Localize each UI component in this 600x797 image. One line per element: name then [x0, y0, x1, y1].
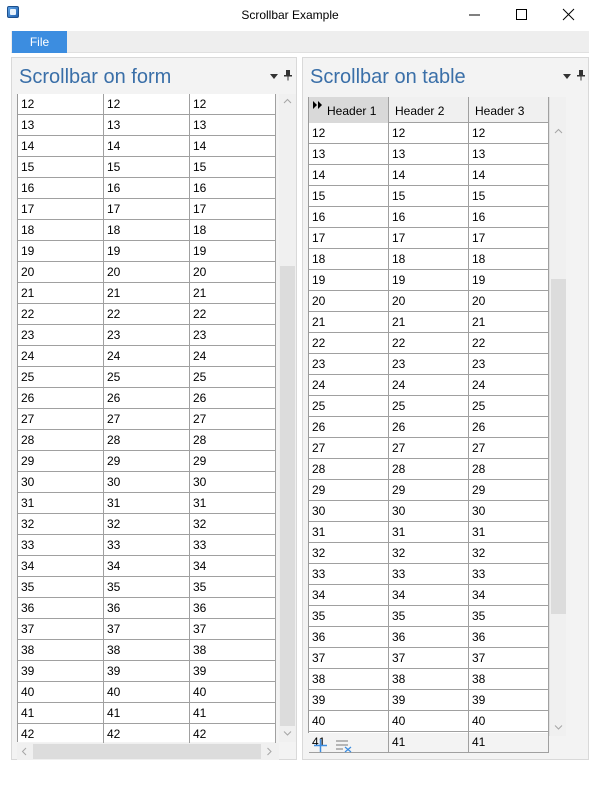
minimize-icon — [469, 9, 481, 21]
table-row[interactable] — [18, 577, 276, 598]
table-cell[interactable]: 28 — [104, 430, 190, 451]
scrollbar-thumb[interactable] — [280, 266, 295, 726]
table-cell[interactable]: 37 — [309, 648, 389, 669]
table-cell[interactable]: 22 — [190, 304, 276, 325]
table-cell[interactable]: 38 — [190, 640, 276, 661]
table-cell[interactable]: 17 — [309, 228, 389, 249]
table-cell[interactable]: 37 — [389, 648, 469, 669]
table-row[interactable] — [18, 493, 276, 514]
table-cell[interactable]: 21 — [104, 283, 190, 304]
table-cell[interactable]: 35 — [104, 577, 190, 598]
table-cell[interactable]: 25 — [190, 367, 276, 388]
table-cell[interactable]: 14 — [190, 136, 276, 157]
table-cell[interactable]: 19 — [18, 241, 104, 262]
form-grid-rows — [18, 94, 276, 745]
table-row[interactable] — [18, 535, 276, 556]
table-cell[interactable]: 33 — [469, 564, 549, 585]
table-cell[interactable]: 31 — [309, 522, 389, 543]
table-cell[interactable]: 41 — [104, 703, 190, 724]
table-cell[interactable]: 29 — [469, 480, 549, 501]
table-cell[interactable]: 14 — [18, 136, 104, 157]
table-cell[interactable]: 19 — [190, 241, 276, 262]
table-cell[interactable]: 18 — [309, 249, 389, 270]
pin-icon[interactable] — [284, 70, 292, 81]
column-header[interactable] — [309, 97, 389, 123]
scroll-down-icon[interactable] — [555, 725, 562, 730]
table-row[interactable] — [18, 619, 276, 640]
table-cell[interactable]: 32 — [18, 514, 104, 535]
window-title: Scrollbar Example — [241, 8, 339, 22]
table-cell[interactable]: 24 — [469, 375, 549, 396]
table-row[interactable] — [18, 136, 276, 157]
table-row[interactable] — [309, 627, 549, 648]
table-row[interactable] — [309, 291, 549, 312]
table-cell[interactable]: 28 — [309, 459, 389, 480]
table-cell[interactable]: 27 — [469, 438, 549, 459]
table-row[interactable] — [18, 661, 276, 682]
expand-all-icon[interactable] — [313, 101, 323, 109]
table-cell[interactable]: 27 — [190, 409, 276, 430]
table-cell[interactable]: 19 — [309, 270, 389, 291]
menu-bar — [11, 31, 589, 53]
table-cell[interactable]: 29 — [190, 451, 276, 472]
table-cell[interactable]: 16 — [389, 207, 469, 228]
table-cell[interactable]: 32 — [389, 543, 469, 564]
table-row[interactable] — [309, 270, 549, 291]
table-cell[interactable]: 15 — [309, 186, 389, 207]
table-cell[interactable]: 25 — [104, 367, 190, 388]
table-row[interactable] — [309, 396, 549, 417]
table-cell[interactable]: 18 — [190, 220, 276, 241]
table-cell[interactable]: 16 — [104, 178, 190, 199]
table-cell[interactable]: 23 — [469, 354, 549, 375]
table-cell[interactable]: 24 — [389, 375, 469, 396]
table-row[interactable] — [18, 682, 276, 703]
table-row[interactable] — [18, 304, 276, 325]
table-cell[interactable]: 34 — [469, 585, 549, 606]
table-cell[interactable]: 41 — [309, 732, 389, 753]
column-header-label: Header 3 — [475, 104, 525, 118]
table-cell[interactable]: 39 — [104, 661, 190, 682]
column-header[interactable] — [469, 97, 549, 123]
table-row[interactable] — [18, 556, 276, 577]
table-cell[interactable]: 32 — [104, 514, 190, 535]
table-cell[interactable]: 31 — [18, 493, 104, 514]
clear-list-icon[interactable] — [336, 739, 352, 753]
table-cell[interactable]: 16 — [469, 207, 549, 228]
table-cell[interactable]: 34 — [190, 556, 276, 577]
table-cell[interactable]: 15 — [190, 157, 276, 178]
table-cell[interactable]: 27 — [389, 438, 469, 459]
table-cell[interactable]: 32 — [309, 543, 389, 564]
table-cell[interactable]: 34 — [104, 556, 190, 577]
table-row[interactable] — [18, 367, 276, 388]
table-row[interactable] — [309, 585, 549, 606]
table-row[interactable] — [309, 123, 549, 144]
table-cell[interactable]: 28 — [389, 459, 469, 480]
table-cell[interactable]: 34 — [309, 585, 389, 606]
table-cell[interactable]: 39 — [190, 661, 276, 682]
table-cell[interactable]: 40 — [309, 711, 389, 732]
table-cell[interactable]: 22 — [104, 304, 190, 325]
table-row[interactable] — [309, 543, 549, 564]
table-cell[interactable]: 38 — [104, 640, 190, 661]
table-cell[interactable]: 24 — [309, 375, 389, 396]
table-cell[interactable]: 39 — [469, 690, 549, 711]
table-cell[interactable]: 12 — [469, 123, 549, 144]
table-cell[interactable]: 36 — [104, 598, 190, 619]
table-cell[interactable]: 21 — [469, 312, 549, 333]
table-cell[interactable]: 24 — [190, 346, 276, 367]
table-row[interactable] — [18, 283, 276, 304]
table-cell[interactable]: 12 — [18, 94, 104, 115]
table-cell[interactable]: 30 — [104, 472, 190, 493]
table-cell[interactable]: 16 — [190, 178, 276, 199]
pin-icon[interactable] — [577, 70, 585, 81]
column-header[interactable] — [389, 97, 469, 123]
table-row[interactable] — [309, 333, 549, 354]
dropdown-arrow-icon[interactable] — [270, 74, 278, 79]
table-row[interactable] — [309, 165, 549, 186]
table-row[interactable] — [309, 480, 549, 501]
table-cell[interactable]: 37 — [190, 619, 276, 640]
table-cell[interactable]: 28 — [469, 459, 549, 480]
table-cell[interactable]: 17 — [389, 228, 469, 249]
table-row[interactable] — [18, 115, 276, 136]
table-cell[interactable]: 20 — [18, 262, 104, 283]
table-cell[interactable]: 42 — [104, 724, 190, 745]
scroll-up-icon[interactable] — [555, 129, 562, 134]
table-cell[interactable]: 33 — [18, 535, 104, 556]
table-cell[interactable]: 17 — [190, 199, 276, 220]
minimize-button[interactable] — [452, 0, 498, 30]
table-cell[interactable]: 28 — [190, 430, 276, 451]
plus-icon[interactable] — [314, 739, 327, 752]
table-cell[interactable]: 33 — [389, 564, 469, 585]
table-cell[interactable]: 32 — [190, 514, 276, 535]
table-cell[interactable]: 25 — [18, 367, 104, 388]
table-cell[interactable]: 35 — [389, 606, 469, 627]
table-row[interactable] — [309, 669, 549, 690]
table-row[interactable] — [18, 430, 276, 451]
table-cell[interactable]: 36 — [469, 627, 549, 648]
table-row[interactable] — [18, 409, 276, 430]
table-row[interactable] — [18, 325, 276, 346]
scrollbar-thumb[interactable] — [33, 744, 261, 759]
table-cell[interactable]: 35 — [469, 606, 549, 627]
table-cell[interactable]: 28 — [18, 430, 104, 451]
table-row[interactable] — [309, 417, 549, 438]
table-cell[interactable]: 40 — [190, 682, 276, 703]
table-cell[interactable]: 19 — [389, 270, 469, 291]
table-body — [309, 123, 549, 753]
table-cell[interactable]: 42 — [190, 724, 276, 745]
table-cell[interactable]: 29 — [389, 480, 469, 501]
table-cell[interactable]: 15 — [104, 157, 190, 178]
table-row[interactable] — [18, 514, 276, 535]
table-row[interactable] — [309, 375, 549, 396]
scroll-left-icon[interactable] — [22, 748, 27, 755]
table-cell[interactable]: 22 — [18, 304, 104, 325]
table-cell[interactable]: 12 — [389, 123, 469, 144]
title-bar — [0, 0, 600, 30]
table-cell[interactable]: 30 — [389, 501, 469, 522]
table-cell[interactable]: 31 — [389, 522, 469, 543]
panel-title: Scrollbar on form — [19, 66, 172, 88]
table-cell[interactable]: 25 — [389, 396, 469, 417]
table-cell[interactable]: 15 — [18, 157, 104, 178]
dropdown-arrow-icon[interactable] — [563, 74, 571, 79]
table-cell[interactable]: 21 — [190, 283, 276, 304]
table-cell[interactable]: 18 — [469, 249, 549, 270]
table-cell[interactable]: 15 — [389, 186, 469, 207]
table-row[interactable] — [18, 241, 276, 262]
table-cell[interactable]: 12 — [190, 94, 276, 115]
close-icon — [563, 9, 575, 21]
table-cell[interactable]: 25 — [309, 396, 389, 417]
table-cell[interactable]: 26 — [104, 388, 190, 409]
table-cell[interactable]: 13 — [309, 144, 389, 165]
form-vertical-scrollbar[interactable] — [279, 94, 296, 742]
table-cell[interactable]: 24 — [18, 346, 104, 367]
table-cell[interactable]: 36 — [190, 598, 276, 619]
table-cell[interactable]: 29 — [18, 451, 104, 472]
table-cell[interactable]: 30 — [309, 501, 389, 522]
table-cell[interactable]: 17 — [18, 199, 104, 220]
scroll-down-icon[interactable] — [284, 731, 291, 736]
table-cell[interactable]: 20 — [389, 291, 469, 312]
table-vertical-scrollbar[interactable] — [549, 97, 566, 736]
form-horizontal-scrollbar[interactable] — [17, 743, 279, 760]
table-cell[interactable]: 27 — [18, 409, 104, 430]
table-row[interactable] — [309, 249, 549, 270]
table-cell[interactable]: 23 — [389, 354, 469, 375]
table-cell[interactable]: 18 — [18, 220, 104, 241]
table-cell[interactable]: 35 — [190, 577, 276, 598]
table-cell[interactable]: 37 — [104, 619, 190, 640]
table-cell[interactable]: 30 — [18, 472, 104, 493]
table-cell[interactable]: 38 — [309, 669, 389, 690]
maximize-button[interactable] — [499, 0, 545, 30]
table-row[interactable] — [18, 157, 276, 178]
table-row[interactable] — [18, 220, 276, 241]
table-cell[interactable]: 19 — [469, 270, 549, 291]
table-row[interactable] — [18, 598, 276, 619]
table-cell[interactable]: 29 — [309, 480, 389, 501]
table-cell[interactable]: 23 — [18, 325, 104, 346]
table-row[interactable] — [309, 354, 549, 375]
table-cell[interactable]: 13 — [104, 115, 190, 136]
table-cell[interactable]: 35 — [309, 606, 389, 627]
table-header — [309, 97, 549, 123]
table-cell[interactable]: 26 — [18, 388, 104, 409]
table-toolbar — [308, 738, 566, 758]
table-row[interactable] — [309, 186, 549, 207]
file-menu[interactable]: File — [12, 31, 67, 53]
table-row[interactable] — [309, 501, 549, 522]
table-cell[interactable]: 18 — [104, 220, 190, 241]
table-cell[interactable]: 39 — [389, 690, 469, 711]
table-cell[interactable]: 40 — [469, 711, 549, 732]
table-cell[interactable]: 15 — [469, 186, 549, 207]
table-row[interactable] — [309, 690, 549, 711]
table-cell[interactable]: 38 — [18, 640, 104, 661]
table-cell[interactable]: 14 — [104, 136, 190, 157]
table-cell[interactable]: 20 — [469, 291, 549, 312]
table-cell[interactable]: 26 — [469, 417, 549, 438]
close-button[interactable] — [546, 0, 592, 30]
table-cell[interactable]: 27 — [309, 438, 389, 459]
table-cell[interactable]: 16 — [18, 178, 104, 199]
table-cell[interactable]: 30 — [190, 472, 276, 493]
table-cell[interactable]: 22 — [469, 333, 549, 354]
table-row[interactable] — [18, 346, 276, 367]
table-cell[interactable]: 19 — [104, 241, 190, 262]
table-row[interactable] — [309, 564, 549, 585]
table-row[interactable] — [309, 711, 549, 732]
column-header-label: Header 1 — [327, 104, 377, 118]
table-cell[interactable]: 34 — [389, 585, 469, 606]
panel-title: Scrollbar on table — [310, 66, 466, 88]
table-row[interactable] — [18, 703, 276, 724]
table-cell[interactable]: 14 — [469, 165, 549, 186]
table-cell[interactable]: 25 — [469, 396, 549, 417]
table-cell[interactable]: 34 — [18, 556, 104, 577]
table-row[interactable] — [309, 459, 549, 480]
table-row[interactable] — [309, 207, 549, 228]
table-cell[interactable]: 21 — [389, 312, 469, 333]
table-cell[interactable]: 24 — [104, 346, 190, 367]
table-cell[interactable]: 26 — [190, 388, 276, 409]
table-cell[interactable]: 42 — [18, 724, 104, 745]
table-row[interactable] — [18, 451, 276, 472]
table-cell[interactable]: 23 — [309, 354, 389, 375]
table-row[interactable] — [309, 438, 549, 459]
table-row[interactable] — [309, 522, 549, 543]
table-cell[interactable]: 37 — [18, 619, 104, 640]
table-cell[interactable]: 41 — [18, 703, 104, 724]
column-header-label: Header 2 — [395, 104, 445, 118]
table-cell[interactable]: 14 — [389, 165, 469, 186]
table-cell[interactable]: 13 — [389, 144, 469, 165]
table-row[interactable] — [18, 262, 276, 283]
table-row[interactable] — [18, 472, 276, 493]
status-bar — [0, 765, 600, 797]
table-cell[interactable]: 35 — [18, 577, 104, 598]
table-cell[interactable]: 26 — [309, 417, 389, 438]
table-row[interactable] — [18, 724, 276, 745]
table-row[interactable] — [18, 388, 276, 409]
table-cell[interactable]: 36 — [18, 598, 104, 619]
table-cell[interactable]: 21 — [18, 283, 104, 304]
table-cell[interactable]: 33 — [104, 535, 190, 556]
table-cell[interactable]: 12 — [309, 123, 389, 144]
table-cell[interactable]: 36 — [309, 627, 389, 648]
table-cell[interactable]: 31 — [104, 493, 190, 514]
table-cell[interactable]: 14 — [309, 165, 389, 186]
table-cell[interactable]: 21 — [309, 312, 389, 333]
table-cell[interactable]: 20 — [104, 262, 190, 283]
table-cell[interactable]: 33 — [309, 564, 389, 585]
table-cell[interactable]: 31 — [190, 493, 276, 514]
table-row[interactable] — [18, 94, 276, 115]
table-row[interactable] — [309, 144, 549, 165]
table-cell[interactable]: 32 — [469, 543, 549, 564]
table-cell[interactable]: 22 — [389, 333, 469, 354]
table-cell[interactable]: 38 — [469, 669, 549, 690]
table-cell[interactable]: 38 — [389, 669, 469, 690]
table-cell[interactable]: 13 — [190, 115, 276, 136]
table-cell[interactable]: 16 — [309, 207, 389, 228]
table-row[interactable] — [309, 648, 549, 669]
table-cell[interactable]: 26 — [389, 417, 469, 438]
scroll-up-icon[interactable] — [284, 99, 291, 104]
table-cell[interactable]: 29 — [104, 451, 190, 472]
table-cell[interactable]: 22 — [309, 333, 389, 354]
table-cell[interactable]: 36 — [389, 627, 469, 648]
scroll-right-icon[interactable] — [267, 748, 272, 755]
table-cell[interactable]: 23 — [190, 325, 276, 346]
table-cell[interactable]: 12 — [104, 94, 190, 115]
table-cell[interactable]: 27 — [104, 409, 190, 430]
maximize-icon — [516, 9, 528, 21]
table-cell[interactable]: 39 — [18, 661, 104, 682]
table-cell[interactable]: 13 — [18, 115, 104, 136]
table-cell[interactable]: 17 — [104, 199, 190, 220]
table-row[interactable] — [309, 228, 549, 249]
table-cell[interactable]: 31 — [469, 522, 549, 543]
table-row[interactable] — [18, 640, 276, 661]
table-cell[interactable]: 40 — [18, 682, 104, 703]
table-cell[interactable]: 41 — [469, 732, 549, 753]
table-cell[interactable]: 23 — [104, 325, 190, 346]
table-row[interactable] — [18, 178, 276, 199]
table-cell[interactable]: 18 — [389, 249, 469, 270]
table-cell[interactable]: 17 — [469, 228, 549, 249]
table-cell[interactable]: 40 — [389, 711, 469, 732]
table-cell[interactable]: 13 — [469, 144, 549, 165]
table-cell[interactable]: 41 — [389, 732, 469, 753]
table-row[interactable] — [309, 606, 549, 627]
table-cell[interactable]: 20 — [309, 291, 389, 312]
table-row[interactable] — [309, 312, 549, 333]
table-cell[interactable]: 39 — [309, 690, 389, 711]
table-cell[interactable]: 20 — [190, 262, 276, 283]
table-cell[interactable]: 30 — [469, 501, 549, 522]
scrollbar-thumb[interactable] — [551, 279, 566, 614]
table-cell[interactable]: 33 — [190, 535, 276, 556]
table-cell[interactable]: 37 — [469, 648, 549, 669]
table-row[interactable] — [18, 199, 276, 220]
table-cell[interactable]: 40 — [104, 682, 190, 703]
data-table — [308, 97, 549, 749]
table-cell[interactable]: 41 — [190, 703, 276, 724]
form-grid — [17, 94, 275, 742]
